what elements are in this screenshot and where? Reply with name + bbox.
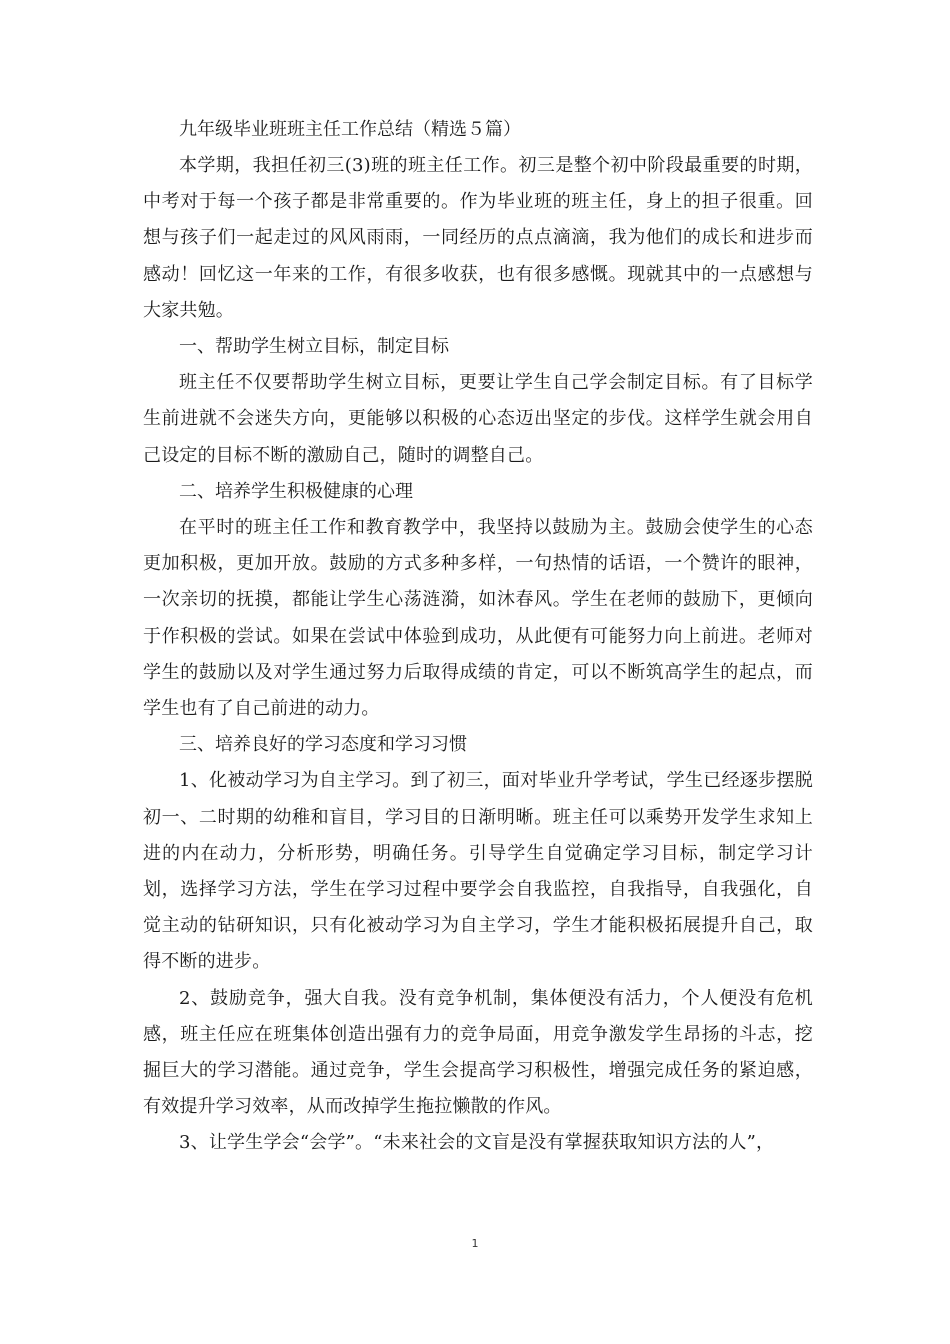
paragraph-item-1: 1、化被动学习为自主学习。到了初三，面对毕业升学考试，学生已经逐步摆脱初一、二时期的幼稚和盲目，学习目的日渐明晰。班主任可以乘势开发学生求知上进的内在动力，分析形势，明确任务。引导学生自觉确定学习目标，制定学习计划，选择学习方法，学生在学习过程中要学会自我监控，自我指导，自我强化，自觉主动的钻研知识，只有化被动学习为自主学习，学生才能积极拓展提升自己，取得不断的进步。 (143, 770, 813, 973)
section-heading-2: 二、培养学生积极健康的心理 (179, 480, 413, 502)
paragraph-intro: 本学期，我担任初三(3)班的班主任工作。初三是整个初中阶段最重要的时期，中考对于每一个孩子都是非常重要的。作为毕业班的班主任，身上的担子很重。回想与孩子们一起走过的风风雨雨，一同经历的点点滴滴，我为他们的成长和进步而感动！回忆这一年来的工作，有很多收获，也有很多感慨。现就其中的一点感想与大家共勉。 (143, 155, 813, 321)
document-body (143, 112, 813, 1162)
paragraph-item-3: 3、让学生学会“会学”。“未来社会的文盲是没有掌握获取知识方法的人”， (179, 1132, 775, 1154)
section-heading-3: 三、培养良好的学习态度和学习习惯 (179, 734, 467, 756)
paragraph-goals: 班主任不仅要帮助学生树立目标，更要让学生自己学会制定目标。有了目标学生前进就不会迷失方向，更能够以积极的心态迈出坚定的步伐。这样学生就会用自己设定的目标不断的激励自己，随时的调整自己。 (143, 372, 813, 466)
paragraph-encouragement: 在平时的班主任工作和教育教学中，我坚持以鼓励为主。鼓励会使学生的心态更加积极，更加开放。鼓励的方式多种多样，一句热情的话语，一个赞许的眼神，一次亲切的抚摸，都能让学生心荡涟漪，如沐春风。学生在老师的鼓励下，更倾向于作积极的尝试。如果在尝试中体验到成功，从此便有可能努力向上前进。老师对学生的鼓励以及对学生通过努力后取得成绩的肯定，可以不断筑高学生的起点，而学生也有了自己前进的动力。 (143, 517, 813, 720)
paragraph-item-2: 2、鼓励竞争，强大自我。没有竞争机制，集体便没有活力，个人便没有危机感，班主任应在班集体创造出强有力的竞争局面，用竞争激发学生昂扬的斗志，挖掘巨大的学习潜能。通过竞争，学生会提高学习积极性，增强完成任务的紧迫感，有效提升学习效率，从而改掉学生拖拉懒散的作风。 (143, 987, 813, 1118)
document-title: 九年级毕业班班主任工作总结（精选５篇） (179, 119, 521, 140)
section-heading-1: 一、帮助学生树立目标，制定目标 (179, 336, 449, 358)
page-number: 1 (471, 1237, 479, 1250)
